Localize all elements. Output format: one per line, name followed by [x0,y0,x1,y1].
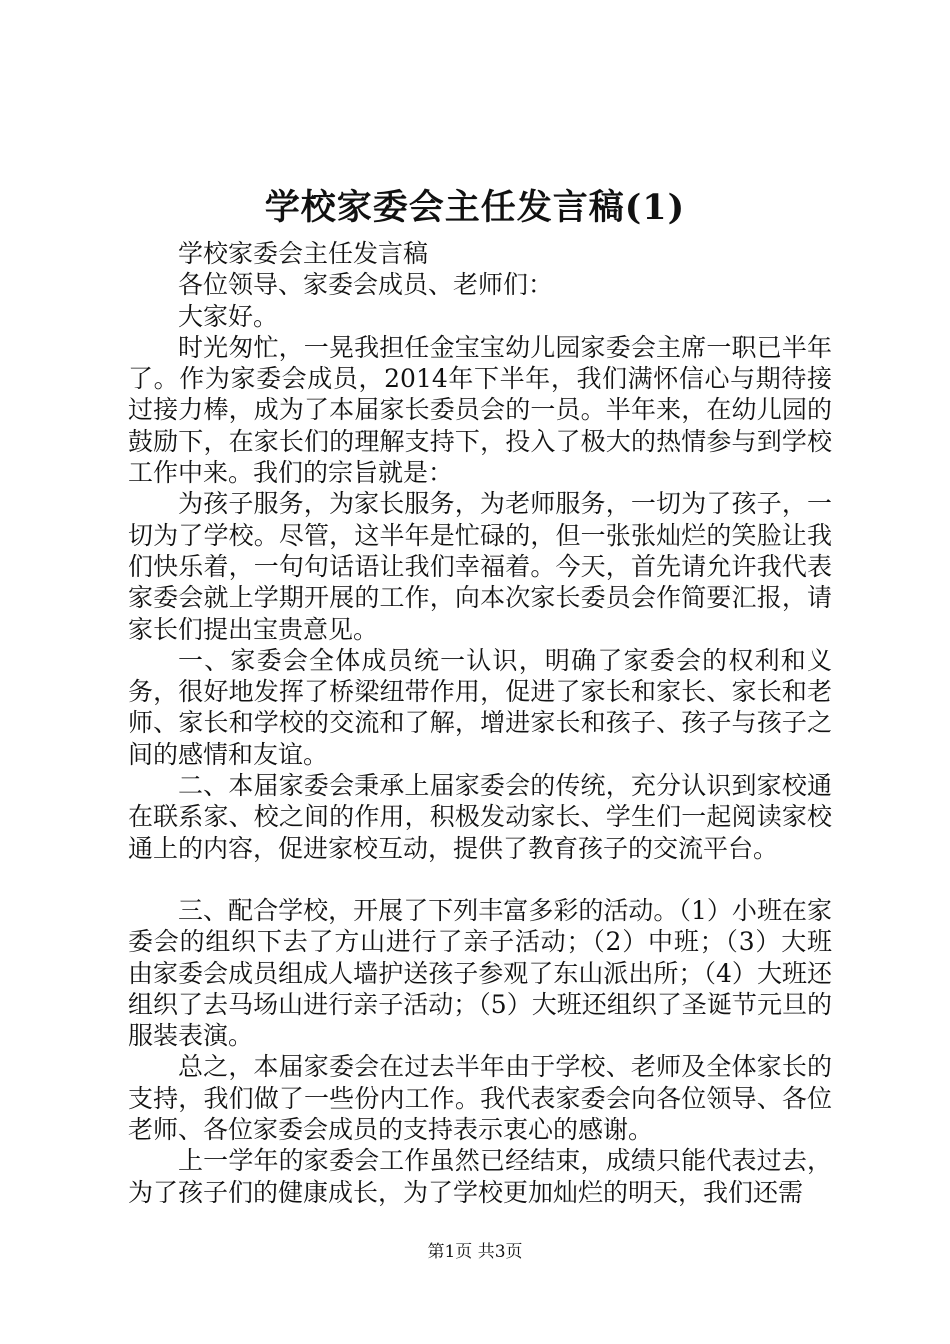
document-title: 学校家委会主任发言稿(1) [264,187,686,228]
paragraph-point-one: 一、家委会全体成员统一认识，明确了家委会的权利和义务，很好地发挥了桥梁纽带作用，促进了家长和家长、家长和老师、家长和学校的交流和了解，增进家长和孩子、孩子与孩子之间的感情和友谊。 [128,645,832,769]
paragraph-intro: 时光匆忙，一晃我担任金宝宝幼儿园家委会主席一职已半年了。作为家委会成员，2014年下半年，我们满怀信心与期待接过接力棒，成为了本届家长委员会的一员。半年来，在幼儿园的鼓励下，在家长们的理解支持下，投入了极大的热情参与到学校工作中来。我们的宗旨就是： [128,332,832,488]
paragraph-heading: 学校家委会主任发言稿 [178,239,429,268]
paragraph-purpose: 为孩子服务，为家长服务，为老师服务，一切为了孩子，一切为了学校。尽管，这半年是忙碌的，但一张张灿烂的笑脸让我们快乐着，一句句话语让我们幸福着。今天，首先请允许我代表家委会就上学期开展的工作，向本次家长委员会作简要汇报，请家长们提出宝贵意见。 [128,489,832,644]
paragraph-point-three: 三、配合学校，开展了下列丰富多彩的活动。（1）小班在家委会的组织下去了方山进行了亲子活动；（2）中班；（3）大班由家委会成员组成人墙护送孩子参观了东山派出所；（4）大班还组织了去马场山进行亲子活动；（5）大班还组织了圣诞节元旦的服装表演。 [128,895,832,1051]
paragraph-summary: 总之，本届家委会在过去半年由于学校、老师及全体家长的支持，我们做了一些份内工作。我代表家委会向各位领导、各位老师、各位家委会成员的支持表示衷心的感谢。 [128,1052,832,1145]
document-body [128,238,832,1208]
paragraph-point-two: 二、本届家委会秉承上届家委会的传统，充分认识到家校通在联系家、校之间的作用，积极发动家长、学生们一起阅读家校通上的内容，促进家校互动，提供了教育孩子的交流平台。 [128,771,832,863]
page-footer: 第1页 共3页 [427,1242,523,1262]
paragraph-closing: 上一学年的家委会工作虽然已经结束，成绩只能代表过去，为了孩子们的健康成长，为了学校更加灿烂的明天，我们还需 [128,1146,832,1207]
paragraph-greeting: 大家好。 [178,301,279,331]
paragraph-salutation: 各位领导、家委会成员、老师们： [178,270,554,300]
